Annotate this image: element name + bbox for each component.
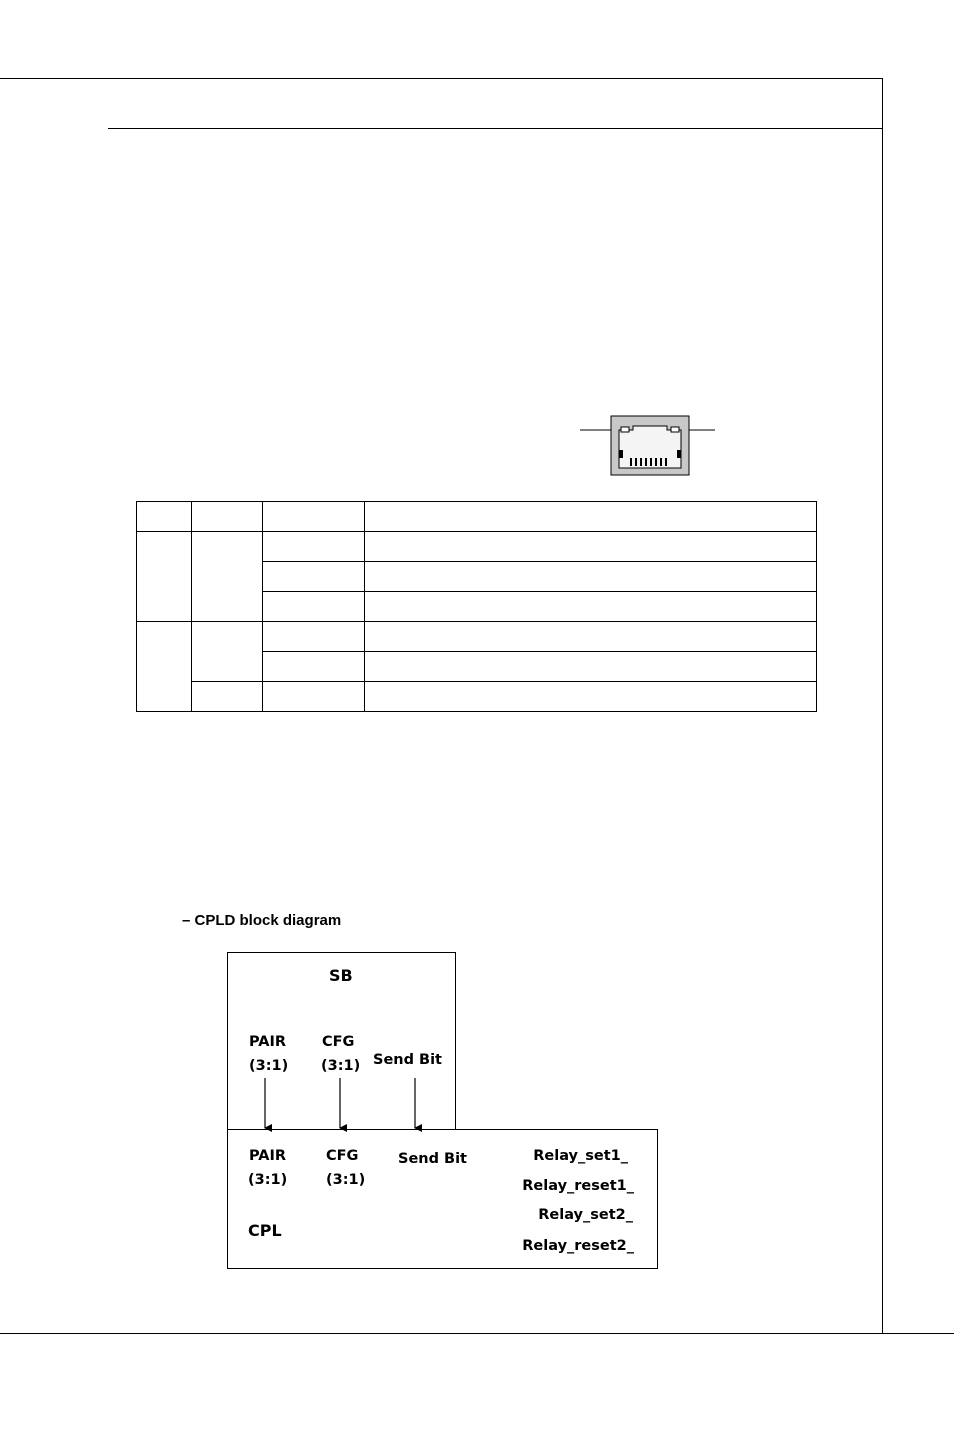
table-cell <box>263 592 365 622</box>
table-cell <box>263 652 365 682</box>
led-left-icon <box>621 427 629 432</box>
table-row <box>137 682 817 712</box>
cpl-cfg-label: CFG <box>326 1148 359 1164</box>
page-bottom-rule <box>0 1333 954 1334</box>
table-cell <box>192 622 263 682</box>
table-cell <box>263 622 365 652</box>
table-cell <box>263 532 365 562</box>
page-right-rule <box>882 78 883 1334</box>
table-cell <box>365 502 817 532</box>
diagram-title: – CPLD block diagram <box>182 912 342 929</box>
relay-set2-label: Relay_set2_ <box>538 1207 633 1223</box>
sb-pair-range: (3:1) <box>249 1058 289 1074</box>
cpl-pair-range: (3:1) <box>248 1172 288 1188</box>
table-row <box>137 502 817 532</box>
cpl-pair-label: PAIR <box>249 1148 287 1164</box>
sb-cfg-label: CFG <box>322 1034 355 1050</box>
table-cell <box>137 622 192 712</box>
sb-block-name: SB <box>329 966 353 985</box>
lan-led-table <box>136 501 817 712</box>
sb-send-bit-label: Send Bit <box>373 1052 442 1068</box>
table-cell <box>192 502 263 532</box>
table-cell <box>137 532 192 622</box>
table-row <box>137 532 817 562</box>
table-cell <box>263 682 365 712</box>
cpl-send-bit-label: Send Bit <box>398 1151 467 1167</box>
table-cell <box>365 532 817 562</box>
sb-pair-label: PAIR <box>249 1034 287 1050</box>
table-cell <box>263 562 365 592</box>
signal-arrows <box>227 1070 456 1132</box>
table-cell <box>365 622 817 652</box>
relay-reset1-label: Relay_reset1_ <box>522 1178 634 1194</box>
table-row <box>137 622 817 652</box>
cpl-block-name: CPL <box>248 1221 282 1240</box>
header-underline <box>108 128 883 129</box>
table-cell <box>365 592 817 622</box>
relay-set1-label: Relay_set1_ <box>533 1148 628 1164</box>
table-cell <box>365 562 817 592</box>
led-right-icon <box>671 427 679 432</box>
table-cell <box>263 502 365 532</box>
table-cell <box>192 682 263 712</box>
table-cell <box>137 502 192 532</box>
sb-cfg-range: (3:1) <box>321 1058 361 1074</box>
relay-reset2-label: Relay_reset2_ <box>522 1238 634 1254</box>
page-top-rule <box>0 78 883 79</box>
table-cell <box>365 652 817 682</box>
cpl-cfg-range: (3:1) <box>326 1172 366 1188</box>
table-cell <box>192 532 263 622</box>
table-cell <box>365 682 817 712</box>
lan-port-illustration <box>575 410 720 482</box>
